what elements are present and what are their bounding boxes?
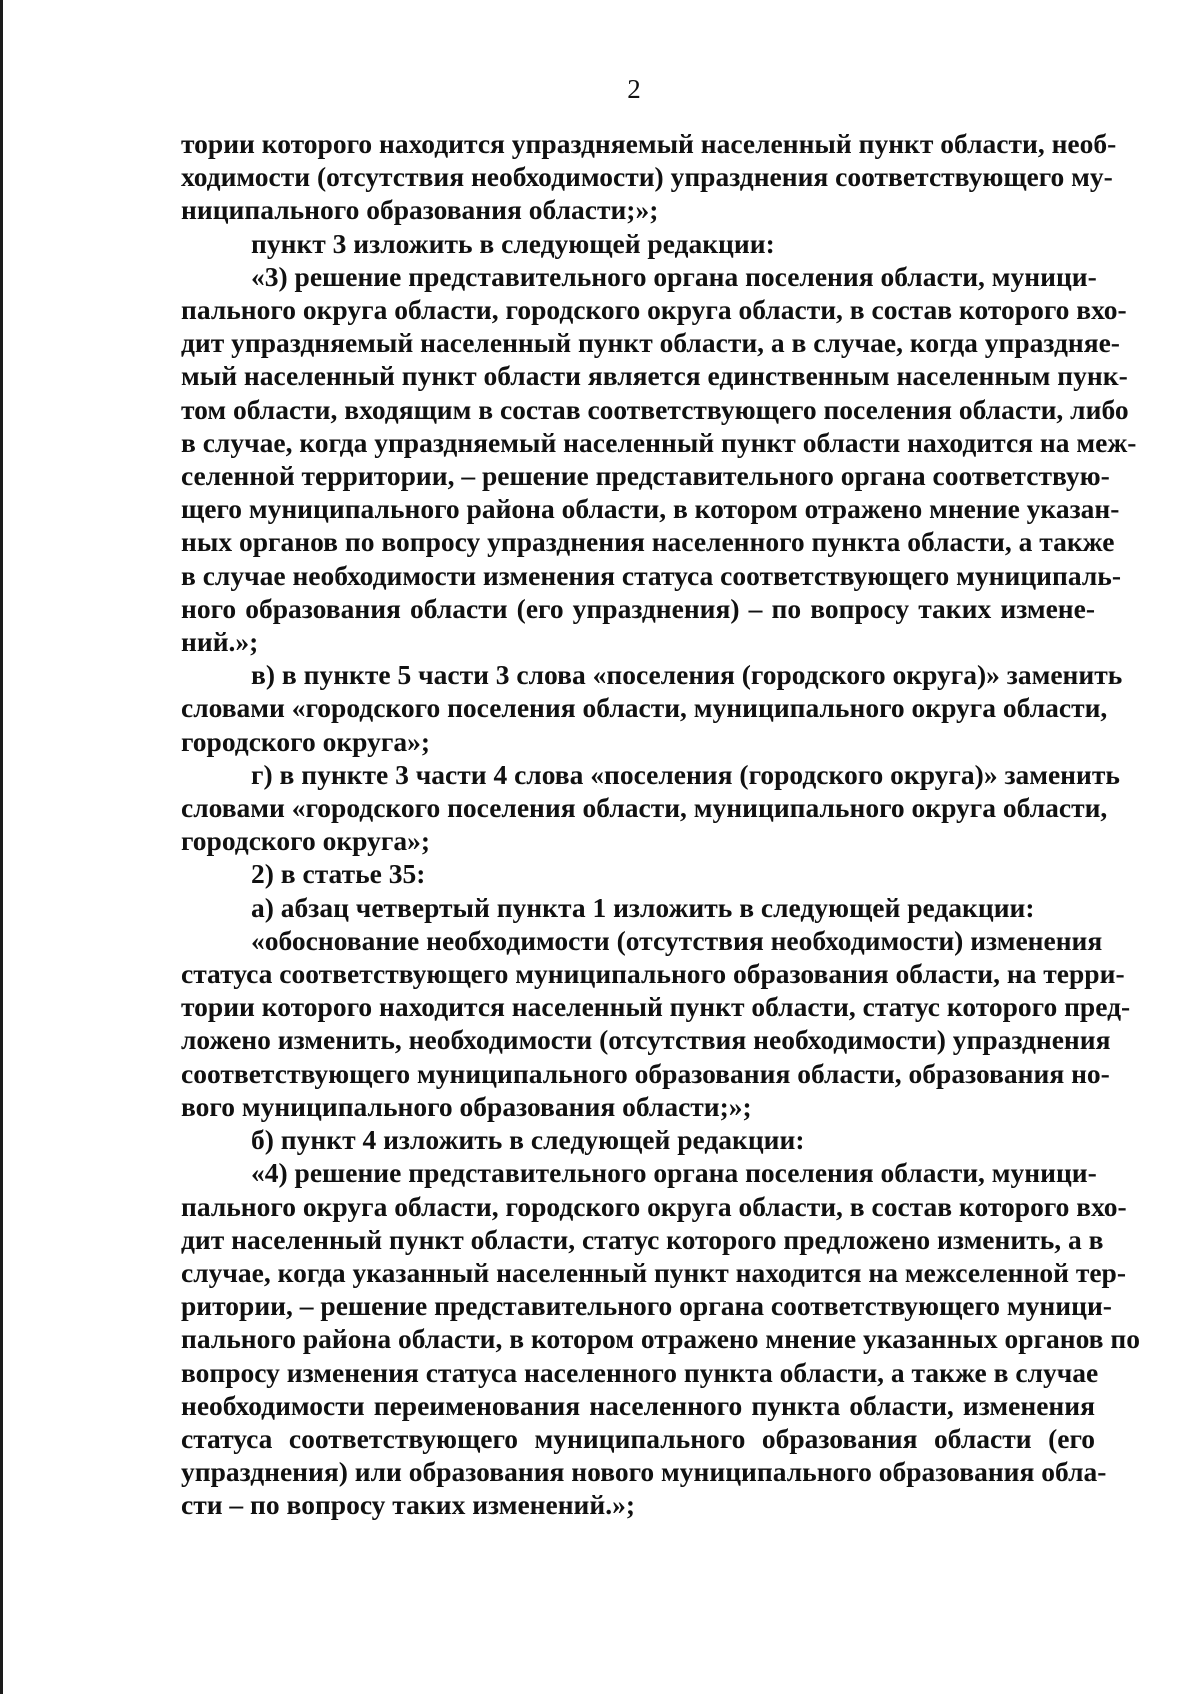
text-line: городского округа»;	[181, 825, 431, 857]
text-line: б) пункт 4 изложить в следующей редакции:	[251, 1124, 805, 1156]
text-line: соответствующего муниципального образования области, образования но-	[181, 1057, 1110, 1089]
text-line: пального района области, в котором отражено мнение указанных органов по	[181, 1323, 1140, 1355]
text-line: ного образования области (его упразднения) – по вопросу таких измене-	[181, 592, 1095, 624]
text-line: щего муниципального района области, в котором отражено мнение указан-	[181, 493, 1120, 525]
text-line: в) в пункте 5 части 3 слова «поселения (городского округа)» заменить	[251, 659, 1123, 691]
text-line: «4) решение представительного органа поселения области, муници-	[251, 1157, 1097, 1189]
text-line: дит упраздняемый населенный пункт области, а в случае, когда упраздняе-	[181, 327, 1120, 359]
text-line: вого муниципального образования области;»;	[181, 1090, 752, 1122]
text-line: г) в пункте 3 части 4 слова «поселения (городского округа)» заменить	[251, 758, 1120, 790]
text-line: словами «городского поселения области, муниципального округа области,	[181, 792, 1108, 824]
text-line: ритории, – решение представительного органа соответствующего муници-	[181, 1290, 1112, 1322]
text-line: ходимости (отсутствия необходимости) упразднения соответствующего му-	[181, 161, 1113, 193]
text-line: ниципального образования области;»;	[181, 194, 659, 226]
text-line: том области, входящим в состав соответствующего поселения области, либо	[181, 393, 1129, 425]
text-line: ложено изменить, необходимости (отсутствия необходимости) упразднения	[181, 1024, 1111, 1056]
document-body	[181, 127, 1140, 1522]
text-line: тории которого находится населенный пункт области, статус которого пред-	[181, 991, 1131, 1023]
text-line: 2) в статье 35:	[251, 858, 426, 890]
text-line: пального округа области, городского округа области, в состав которого вхо-	[181, 1190, 1127, 1222]
page-number: 2	[627, 74, 641, 104]
text-line: вопросу изменения статуса населенного пункта области, а также в случае	[181, 1356, 1099, 1388]
text-line: тории которого находится упраздняемый населенный пункт области, необ-	[181, 128, 1117, 159]
text-line: необходимости переименования населенного пункта области, изменения	[181, 1389, 1095, 1421]
text-line: статуса соответствующего муниципального образования области (его	[181, 1422, 1095, 1454]
text-line: а) абзац четвертый пункта 1 изложить в следующей редакции:	[251, 891, 1035, 923]
text-line: сти – по вопросу таких изменений.»;	[181, 1489, 636, 1521]
text-line: мый населенный пункт области является единственным населенным пунк-	[181, 360, 1128, 392]
text-line: селенной территории, – решение представительного органа соответствую-	[181, 460, 1110, 492]
text-line: «3) решение представительного органа поселения области, муници-	[251, 260, 1097, 292]
text-line: дит населенный пункт области, статус которого предложено изменить, а в	[181, 1223, 1104, 1255]
text-line: городского округа»;	[181, 725, 431, 757]
text-line: словами «городского поселения области, муниципального округа области,	[181, 692, 1108, 724]
text-line: пункт 3 изложить в следующей редакции:	[251, 227, 775, 259]
text-line: ний.»;	[181, 626, 259, 658]
text-line: пального округа области, городского округа области, в состав которого вхо-	[181, 294, 1127, 326]
text-line: ных органов по вопросу упразднения населенного пункта области, а также	[181, 526, 1115, 558]
text-line: «обоснование необходимости (отсутствия необходимости) изменения	[251, 924, 1103, 956]
text-line: упразднения) или образования нового муниципального образования обла-	[181, 1456, 1107, 1488]
text-line: в случае необходимости изменения статуса соответствующего муниципаль-	[181, 559, 1121, 591]
scan-edge-line	[0, 0, 3, 1694]
text-line: статуса соответствующего муниципального образования области, на терри-	[181, 958, 1125, 990]
text-line: случае, когда указанный населенный пункт находится на межселенной тер-	[181, 1256, 1126, 1288]
text-line: в случае, когда упраздняемый населенный пункт области находится на меж-	[181, 426, 1137, 458]
